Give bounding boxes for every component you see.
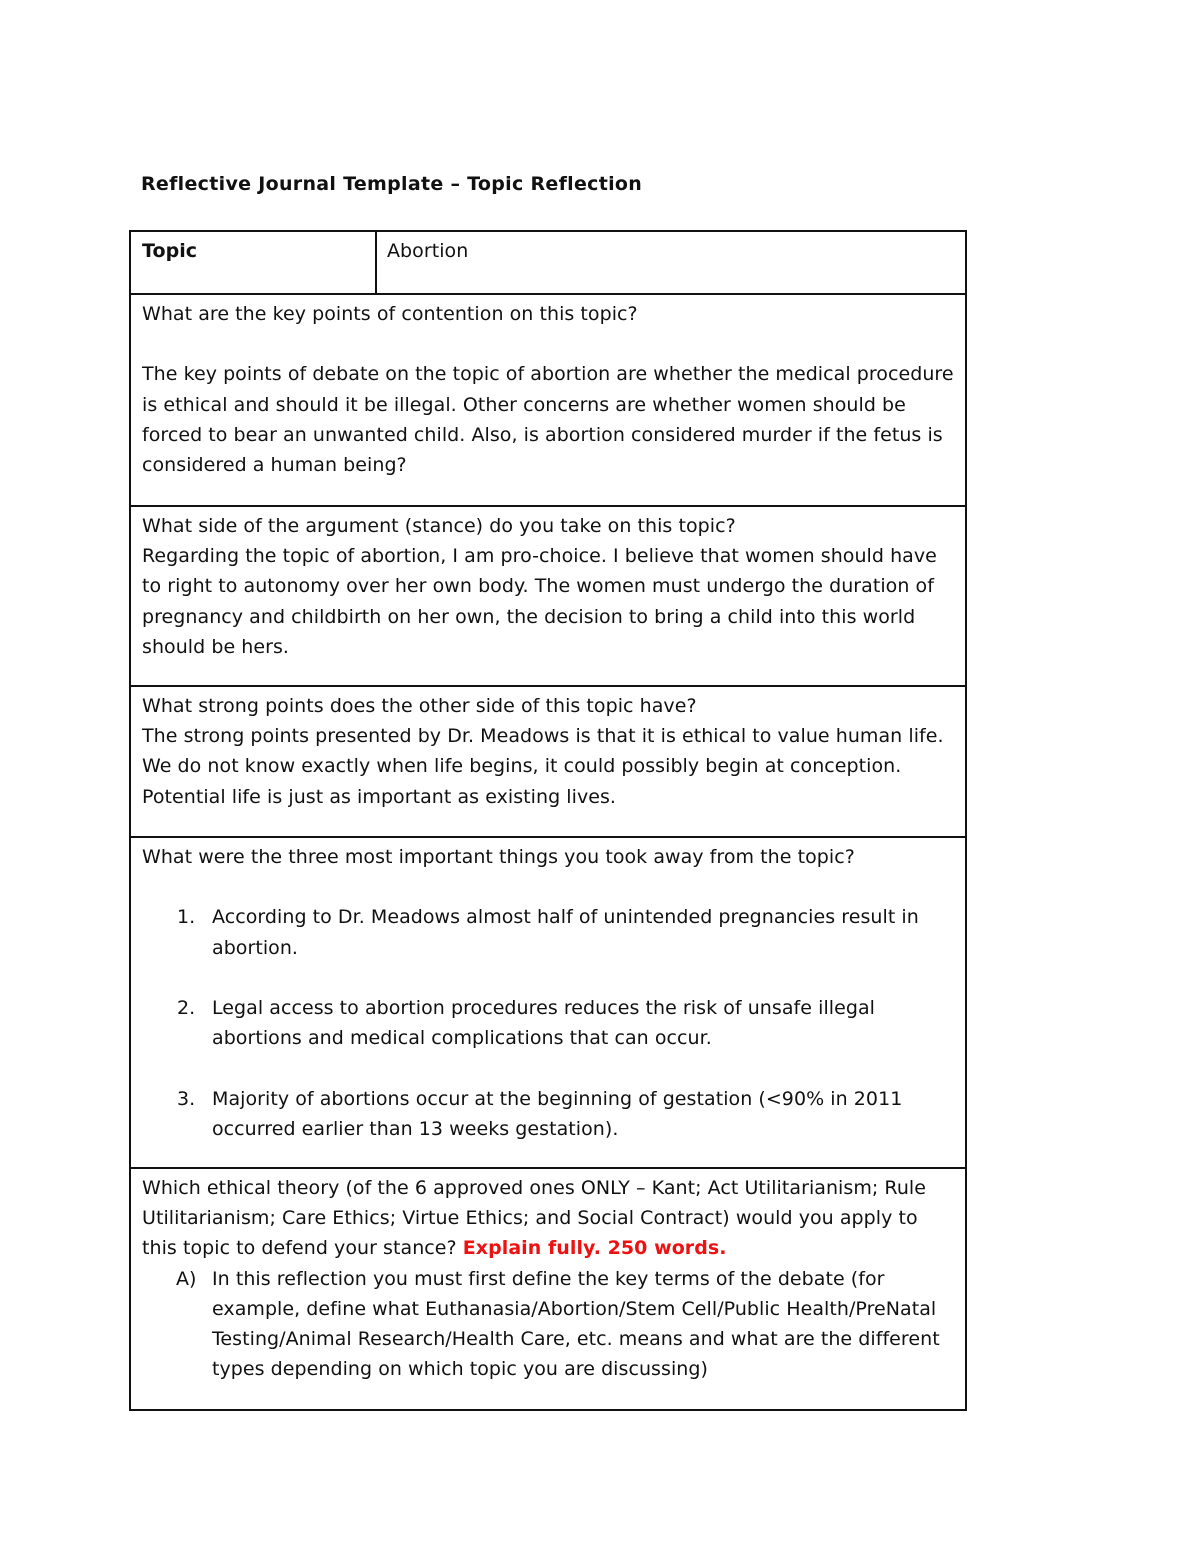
document-title: Reflective Journal Template – Topic Reflection bbox=[141, 173, 643, 195]
other-side-question: What strong points does the other side of this topic have? bbox=[142, 695, 697, 717]
stance-question: What side of the argument (stance) do you take on this topic? bbox=[142, 515, 736, 537]
takeaways-list bbox=[142, 902, 955, 1144]
takeaway-item bbox=[177, 902, 955, 962]
contention-answer: The key points of debate on the topic of abortion are whether the medical procedure is ethical and should it be illegal. Other concerns are whether women should be forced to bear an unwanted child. Also, is abortion considered murder if the fetus is considered a human being? bbox=[142, 363, 954, 476]
takeaway-text: Legal access to abortion procedures reduces the risk of unsafe illegal abortions and medical complications that can occur. bbox=[212, 996, 875, 1050]
takeaway-item bbox=[177, 993, 955, 1053]
reflection-table bbox=[129, 230, 967, 1411]
stance-section bbox=[131, 505, 965, 685]
instruction-text: In this reflection you must first define the key terms of the debate (for example, define what Euthanasia/Abortion/Stem Cell/Public Health/PreNatal Testing/Animal Research/Health Care, etc. means and what are the different types depending on which topic you are discussing) bbox=[212, 1267, 940, 1381]
ethical-theory-section bbox=[131, 1167, 965, 1409]
topic-value: Abortion bbox=[387, 240, 469, 262]
takeaway-text: Majority of abortions occur at the beginning of gestation (<90% in 2011 occurred earlier than 13 weeks gestation). bbox=[212, 1087, 903, 1140]
takeaway-marker: 2. bbox=[177, 996, 196, 1019]
instruction-item bbox=[176, 1264, 955, 1385]
stance-answer: Regarding the topic of abortion, I am pro-choice. I believe that women should have to right to autonomy over her own body. The women must undergo the duration of pregnancy and childbirth on her own, the decision to bring a child into this world should be hers. bbox=[142, 545, 937, 658]
takeaway-item bbox=[177, 1084, 955, 1144]
other-side-section bbox=[131, 685, 965, 836]
ethical-theory-question bbox=[142, 1173, 955, 1264]
ethical-theory-prompt: Which ethical theory (of the 6 approved ones ONLY – Kant; Act Utilitarianism; Rule Utilitarianism; Care Ethics; Virtue Ethics; and Social Contract) would you apply to this topic to defend your stance? bbox=[142, 1177, 926, 1260]
contention-question: What are the key points of contention on this topic? bbox=[142, 303, 638, 325]
topic-label: Topic bbox=[131, 232, 377, 293]
word-count-requirement: Explain fully. 250 words. bbox=[462, 1237, 727, 1260]
instruction-marker: A) bbox=[176, 1267, 197, 1290]
takeaway-marker: 3. bbox=[177, 1087, 196, 1110]
other-side-answer: The strong points presented by Dr. Meadows is that it is ethical to value human life. We do not know exactly when life begins, it could possibly begin at conception. Potential life is just as important as existing lives. bbox=[142, 725, 944, 808]
takeaway-text: According to Dr. Meadows almost half of unintended pregnancies result in abortion. bbox=[212, 906, 919, 959]
takeaway-marker: 1. bbox=[177, 906, 196, 929]
contention-section bbox=[131, 293, 965, 505]
takeaways-section bbox=[131, 836, 965, 1167]
takeaways-question: What were the three most important things you took away from the topic? bbox=[142, 846, 855, 868]
topic-row bbox=[131, 232, 965, 293]
